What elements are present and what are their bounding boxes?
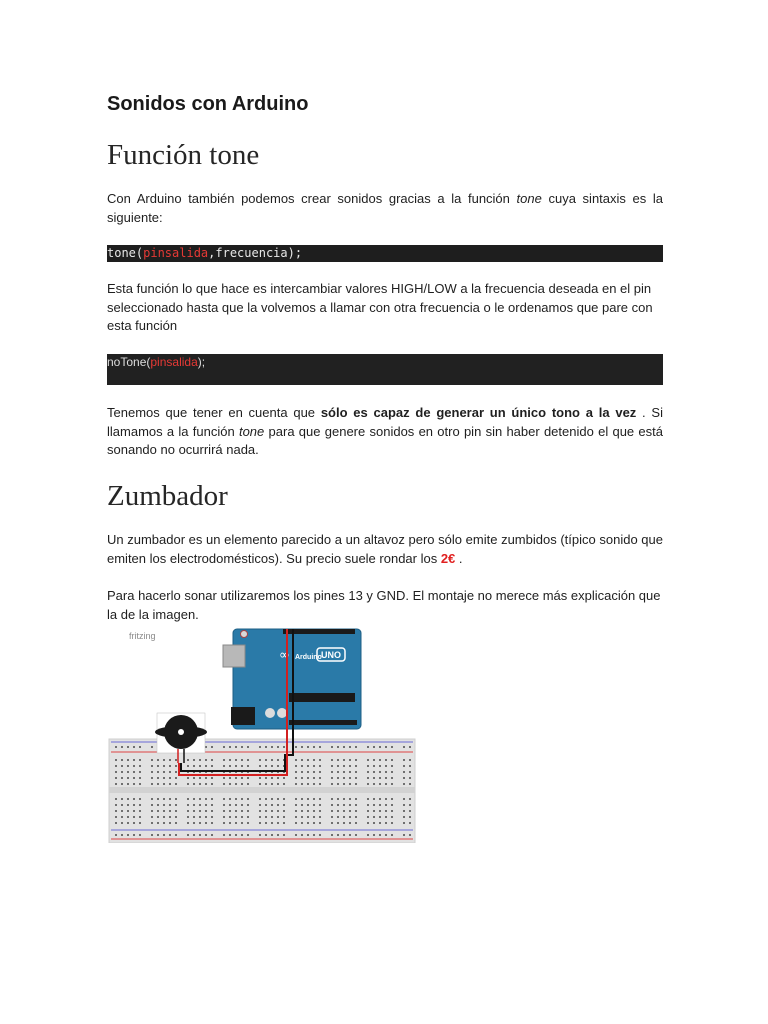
tone-intro-paragraph: Con Arduino también podemos crear sonidos gracias a la función tone cuya sintaxis es la siguiente: (107, 191, 664, 225)
montaje-paragraph: Para hacerlo sonar utilizaremos los pines 13 y GND. El montaje no merece más explicación que la de la imagen. (107, 588, 661, 622)
tone-note-paragraph: Tenemos que tener en cuenta que sólo es capaz de generar un único tono a la vez . Si llamamos a la función tone para que genere sonidos en otro pin sin haber detenido el que está sonando no ocurrirá nada. (107, 405, 663, 457)
price-value: 2€ (440, 550, 456, 566)
svg-text:∞: ∞ (279, 648, 290, 663)
circuit-diagram (107, 625, 417, 843)
board-logo: UNO (321, 650, 341, 660)
code-block-tone: tone(pinsalida,frecuencia); (107, 245, 663, 262)
code-block-notone: noTone(pinsalida); (107, 354, 663, 385)
tone-explanation-paragraph: Esta función lo que hace es intercambiar valores HIGH/LOW a la frecuencia deseada en el pin seleccionado hasta que la volvemos a llamar con otra frecuencia o le ordenamos que pare con esta función (107, 281, 653, 333)
document-title: Sonidos con Arduino (107, 93, 309, 115)
heading-funcion-tone: Función tone (107, 139, 260, 171)
breadboard (109, 739, 415, 843)
zumbador-description-paragraph: Un zumbador es un elemento parecido a un altavoz pero sólo emite zumbidos (típico sonido que emiten los electrodomésticos). Su precio suele rondar los 2€ . (107, 532, 663, 566)
board-sub-label: Arduino (295, 654, 322, 661)
fritzing-watermark: fritzing (129, 631, 156, 641)
fritzing-circuit-image (107, 625, 417, 843)
heading-zumbador: Zumbador (107, 480, 228, 512)
